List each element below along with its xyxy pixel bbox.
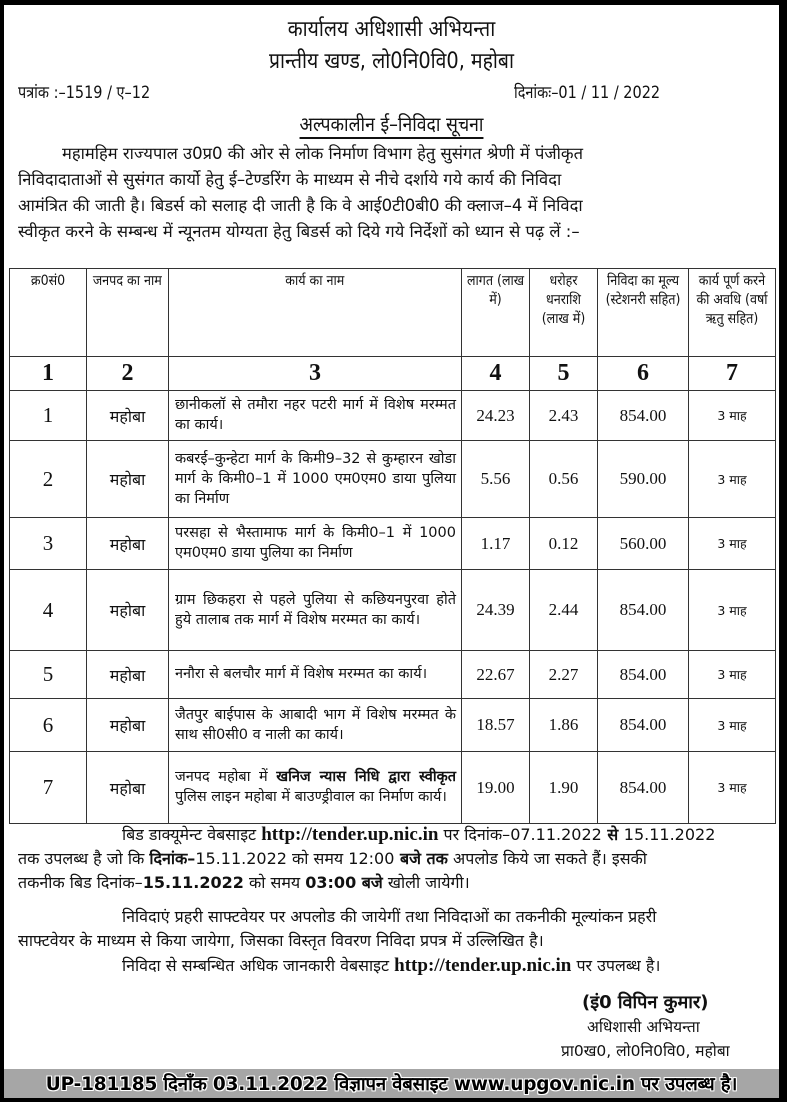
signatory-name: (इं0 विपिन कुमार) [582, 992, 709, 1013]
bid-info-line: तकनीक बिड दिनांक–15.11.2022 को समय 03:00 बजे खोली जायेगी। [18, 873, 470, 892]
column-number: 3 [169, 357, 462, 391]
work-cell: कबरई–कुन्हेटा मार्ग के किमी9–32 से कुम्हारन खोडा मार्ग के किमी0–1 में 1000 एम0एम0 डाया पुलिया का निर्माण [169, 441, 462, 518]
division-heading: प्रान्तीय खण्ड, लो0नि0वि0, महोबा [268, 49, 514, 74]
intro-line: स्वीकृत करने के सम्बन्ध में न्यूनतम योग्यता हेतु बिडर्स को दिये गये निर्देशों को ध्यान से पढ़ लें :– [18, 222, 580, 241]
column-number: 5 [530, 357, 598, 391]
cost-cell: 24.39 [462, 570, 530, 651]
col-header-emd: धरोहर धनराशि (लाख में) [530, 269, 598, 357]
notice-title-text: अल्पकालीन ई–निविदा सूचना [300, 112, 484, 139]
notice-page [4, 5, 779, 1069]
column-number: 4 [462, 357, 530, 391]
work-cell: ननौरा से बलचौर मार्ग में विशेष मरम्मत का कार्य। [169, 651, 462, 699]
district-cell: महोबा [87, 570, 169, 651]
emd-cell: 0.12 [530, 518, 598, 570]
col-header-work: कार्य का नाम [169, 269, 462, 357]
duration-cell: 3 माह [689, 518, 776, 570]
more-info-website-link[interactable]: http://tender.up.nic.in [394, 955, 572, 976]
fee-cell: 854.00 [598, 651, 689, 699]
column-number: 2 [87, 357, 169, 391]
table-row [10, 699, 776, 752]
duration-cell: 3 माह [689, 699, 776, 752]
serial-cell: 1 [10, 391, 87, 441]
work-cell: परसहा से भैस्तामाफ मार्ग के किमी0–1 में 1000 एम0एम0 डाया पुलिया का निर्माण [169, 518, 462, 570]
serial-cell: 4 [10, 570, 87, 651]
duration-cell: 3 माह [689, 752, 776, 824]
table-header-row [10, 269, 776, 357]
column-number: 7 [689, 357, 776, 391]
emd-cell: 1.86 [530, 699, 598, 752]
cost-cell: 22.67 [462, 651, 530, 699]
fee-cell: 560.00 [598, 518, 689, 570]
bid-end-date: 15.11.2022 [623, 825, 716, 844]
cost-cell: 5.56 [462, 441, 530, 518]
bid-info-paragraph [18, 823, 773, 895]
bid-open-time: 03:00 [305, 873, 357, 892]
more-info-paragraph [18, 954, 773, 978]
bid-info-line: तक उपलब्ध है जो कि दिनांक–15.11.2022 को समय 12:00 बजे तक अपलोड किये जा सकते हैं। इसकी [18, 849, 647, 868]
fee-cell: 590.00 [598, 441, 689, 518]
work-cell: जैतपुर बाईपास के आबादी भाग में विशेष मरम्मत के साथ सी0सी0 व नाली का कार्य। [169, 699, 462, 752]
col-header-fee: निविदा का मूल्य (स्टेशनरी सहित) [598, 269, 689, 357]
work-cell: छानीकलॉ से तमौरा नहर पटरी मार्ग में विशेष मरम्मत का कार्य। [169, 391, 462, 441]
district-cell: महोबा [87, 651, 169, 699]
table-row [10, 570, 776, 651]
cost-cell: 18.57 [462, 699, 530, 752]
prahari-paragraph [18, 905, 773, 953]
footer-text: UP-181185 दिनाँक 03.11.2022 विज्ञापन वेबसाइट www.upgov.nic.in पर उपलब्ध है। [45, 1074, 738, 1095]
fee-cell: 854.00 [598, 699, 689, 752]
signatory-office: प्रा0ख0, लो0नि0वि0, महोबा [561, 1042, 730, 1060]
work-cell: जनपद महोबा में खनिज न्यास निधि द्वारा स्वीकृत पुलिस लाइन महोबा में बाउण्ड्रीवाल का निर्माण कार्य। [169, 752, 462, 824]
intro-line: निविदादाताओं से सुसंगत कार्यो हेतु ई–टेण्डरिंग के माध्यम से नीचे दर्शाये गये कार्य की निविदा [18, 170, 562, 189]
fee-cell: 854.00 [598, 391, 689, 441]
district-cell: महोबा [87, 518, 169, 570]
district-cell: महोबा [87, 441, 169, 518]
duration-cell: 3 माह [689, 651, 776, 699]
emd-cell: 2.27 [530, 651, 598, 699]
more-info-line: निविदा से सम्बन्धित अधिक जानकारी वेबसाइट http://tender.up.nic.in पर उपलब्ध है। [122, 955, 661, 976]
emd-cell: 1.90 [530, 752, 598, 824]
col-header-district: जनपद का नाम [87, 269, 169, 357]
emd-cell: 2.43 [530, 391, 598, 441]
upload-deadline-time: 12:00 [348, 849, 395, 868]
office-heading: कार्यालय अधिशासी अभियन्ता [287, 17, 496, 42]
prahari-line: निविदाएं प्रहरी साफ्टवेयर पर अपलोड की जायेगीं तथा निविदाओं का तकनीकी मूल्यांकन प्रहरी [122, 907, 657, 926]
col-header-serial: क्र0सं0 [10, 269, 87, 357]
intro-line: आमंत्रित की जाती है। बिडर्स को सलाह दी जाती है कि वे आई0टी0बी0 की क्लाज–4 में निविदा [18, 196, 583, 215]
prahari-line: साफ्टवेयर के माध्यम से किया जायेगा, जिसका विस्तृत विवरण निविदा प्रपत्र में उल्लिखित है। [18, 931, 544, 950]
duration-cell: 3 माह [689, 570, 776, 651]
table-row [10, 518, 776, 570]
work-bold-text: खनिज न्यास निधि द्वारा स्वीकृत [276, 769, 456, 785]
letter-date: दिनांकः–01 / 11 / 2022 [514, 83, 661, 103]
tender-website-link[interactable]: http://tender.up.nic.in [261, 824, 439, 845]
bid-start-date: 07.11.2022 [510, 825, 602, 844]
bid-info-line: बिड डाक्यूमेन्ट वेबसाइट http://tender.up.nic.in पर दिनांक–07.11.2022 से 15.11.2022 [122, 824, 716, 845]
emd-cell: 2.44 [530, 570, 598, 651]
intro-paragraph [18, 141, 773, 245]
duration-cell: 3 माह [689, 391, 776, 441]
table-row [10, 651, 776, 699]
notice-title [51, 110, 733, 137]
serial-cell: 6 [10, 699, 87, 752]
letter-number: पत्रांक :–1519 / ए–12 [18, 83, 151, 103]
col-header-duration: कार्य पूर्ण करने की अवधि (वर्षा ऋतु सहित) [689, 269, 776, 357]
column-number: 6 [598, 357, 689, 391]
table-row [10, 441, 776, 518]
signatory-designation: अधिशासी अभियन्ता [587, 1018, 700, 1036]
column-number-row [10, 357, 776, 391]
serial-cell: 3 [10, 518, 87, 570]
emd-cell: 0.56 [530, 441, 598, 518]
table-row [10, 391, 776, 441]
tender-table [9, 268, 776, 824]
cost-cell: 1.17 [462, 518, 530, 570]
duration-cell: 3 माह [689, 441, 776, 518]
serial-cell: 7 [10, 752, 87, 824]
col-header-cost: लागत (लाख में) [462, 269, 530, 357]
serial-cell: 5 [10, 651, 87, 699]
table-row [10, 752, 776, 824]
district-cell: महोबा [87, 699, 169, 752]
fee-cell: 854.00 [598, 752, 689, 824]
district-cell: महोबा [87, 752, 169, 824]
fee-cell: 854.00 [598, 570, 689, 651]
serial-cell: 2 [10, 441, 87, 518]
cost-cell: 19.00 [462, 752, 530, 824]
footer-banner [4, 1069, 779, 1098]
district-cell: महोबा [87, 391, 169, 441]
column-number: 1 [10, 357, 87, 391]
intro-line: महामहिम राज्यपाल उ0प्र0 की ओर से लोक निर्माण विभाग हेतु सुसंगत श्रेणी में पंजीकृत [62, 144, 584, 163]
work-cell: ग्राम छिकहरा से पहले पुलिया से कछियनपुरवा होते हुये तालाब तक मार्ग में विशेष मरम्मत का कार्य। [169, 570, 462, 651]
cost-cell: 24.23 [462, 391, 530, 441]
